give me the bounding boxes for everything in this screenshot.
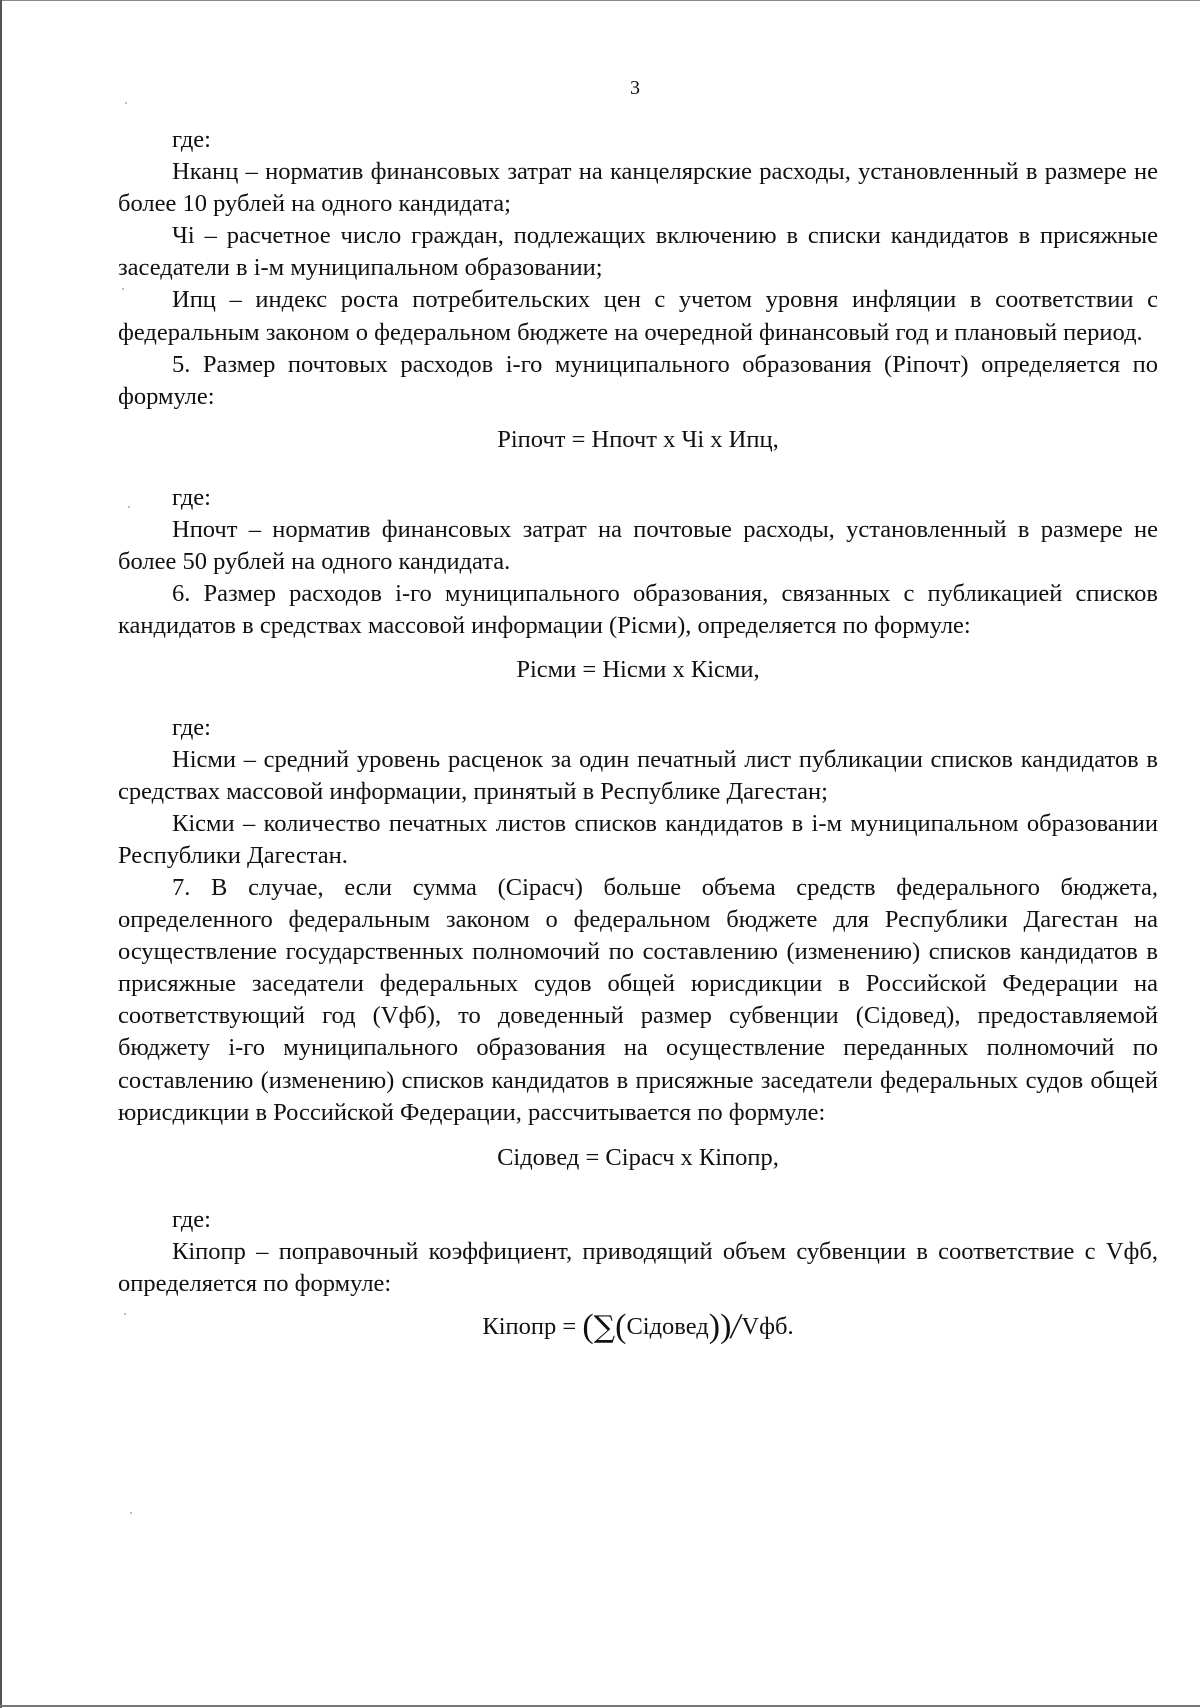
outer-close-paren: ) [720,1308,732,1346]
formula-end: . [787,1313,794,1341]
formula-denominator: Vфб [741,1313,788,1341]
scan-edge-top [0,0,1200,1]
definition-kismi: Кiсми – количество печатных листов списков кандидатов в i-м муниципальном образовании Республики Дагестан. [118,809,1158,869]
formula-postal-expenses: Рiпочт = Нпочт х Чi х Ипц, [497,425,779,453]
where-label: где: [172,126,211,153]
definition-ipc: Ипц – индекс роста потребительских цен с учетом уровня инфляции в соответствии с федеральным законом о федеральном бюджете на очередной финансовый год и плановый период. [118,286,1158,346]
scan-edge-bottom [0,1705,1200,1707]
paragraph-7: 7. В случае, если сумма (Сiрасч) больше объема средств федерального бюджета, определенного федеральным законом о федеральном бюджете для Республики Дагестан на осуществление государственных полномочий по составлению (изменению) списков кандидатов в присяжные заседатели федеральных судов общей юрисдикции в Российской Федерации на соответствующий год (Vфб), то доведенный размер субвенции (Сiдовед), предоставляемой бюджету i-го муниципального образования на осуществление переданных полномочий по составлению (изменению) списков кандидатов в присяжные заседатели федеральных судов общей юрисдикции в Российской Федерации, рассчитывается по формуле: [118,873,1158,1126]
page-number: 3 [630,77,640,99]
document-body [118,124,1158,1347]
definition-nismi: Нiсми – средний уровень расценок за один печатный лист публикации списков кандидатов в средствах массовой информации, принятый в Республике Дагестан; [118,745,1158,805]
definition-kipopr: Кiпопр – поправочный коэффициент, приводящий объем субвенции в соответствие с Vфб, определяется по формуле: [118,1237,1158,1297]
inner-close-paren: ) [708,1308,721,1346]
scan-speck [125,102,127,104]
formula-term: Сiдовед [626,1313,709,1341]
where-label: где: [172,483,211,511]
definition-npocht: Нпочт – норматив финансовых затрат на почтовые расходы, установленный в размере не более 50 рублей на одного кандидата. [118,516,1158,576]
formula-lhs: Кiпопр [482,1313,557,1341]
paragraph-5: 5. Размер почтовых расходов i-го муниципального образования (Рiпочт) определяется по формуле: [118,350,1158,410]
paragraph-6: 6. Размер расходов i-го муниципального образования, связанных с публикацией списков кандидатов в средствах массовой информации (Рiсми), определяется по формуле: [118,580,1158,640]
outer-open-paren: ( [582,1308,594,1346]
definition-nkanc: Нканц – норматив финансовых затрат на канцелярские расходы, установленный в размере не более 10 рублей на одного кандидата; [118,158,1158,218]
sigma-symbol: ∑ [593,1310,616,1346]
where-label: где: [172,713,211,741]
scan-edge-left [0,0,2,1708]
where-label: где: [172,1205,211,1233]
formula-equals: = [562,1313,577,1341]
inner-open-paren: ( [615,1308,627,1346]
formula-correction-coefficient [118,1306,1158,1347]
division-slash: / [728,1306,745,1347]
definition-chi: Чi – расчетное число граждан, подлежащих включению в списки кандидатов в присяжные заседатели в i-м муниципальном образовании; [118,222,1158,282]
formula-media-expenses: Рiсми = Нiсми х Кiсми, [516,656,760,684]
scan-speck [130,1512,132,1514]
formula-subvention: Сiдовед = Сiрасч х Кiпопр, [497,1143,779,1171]
